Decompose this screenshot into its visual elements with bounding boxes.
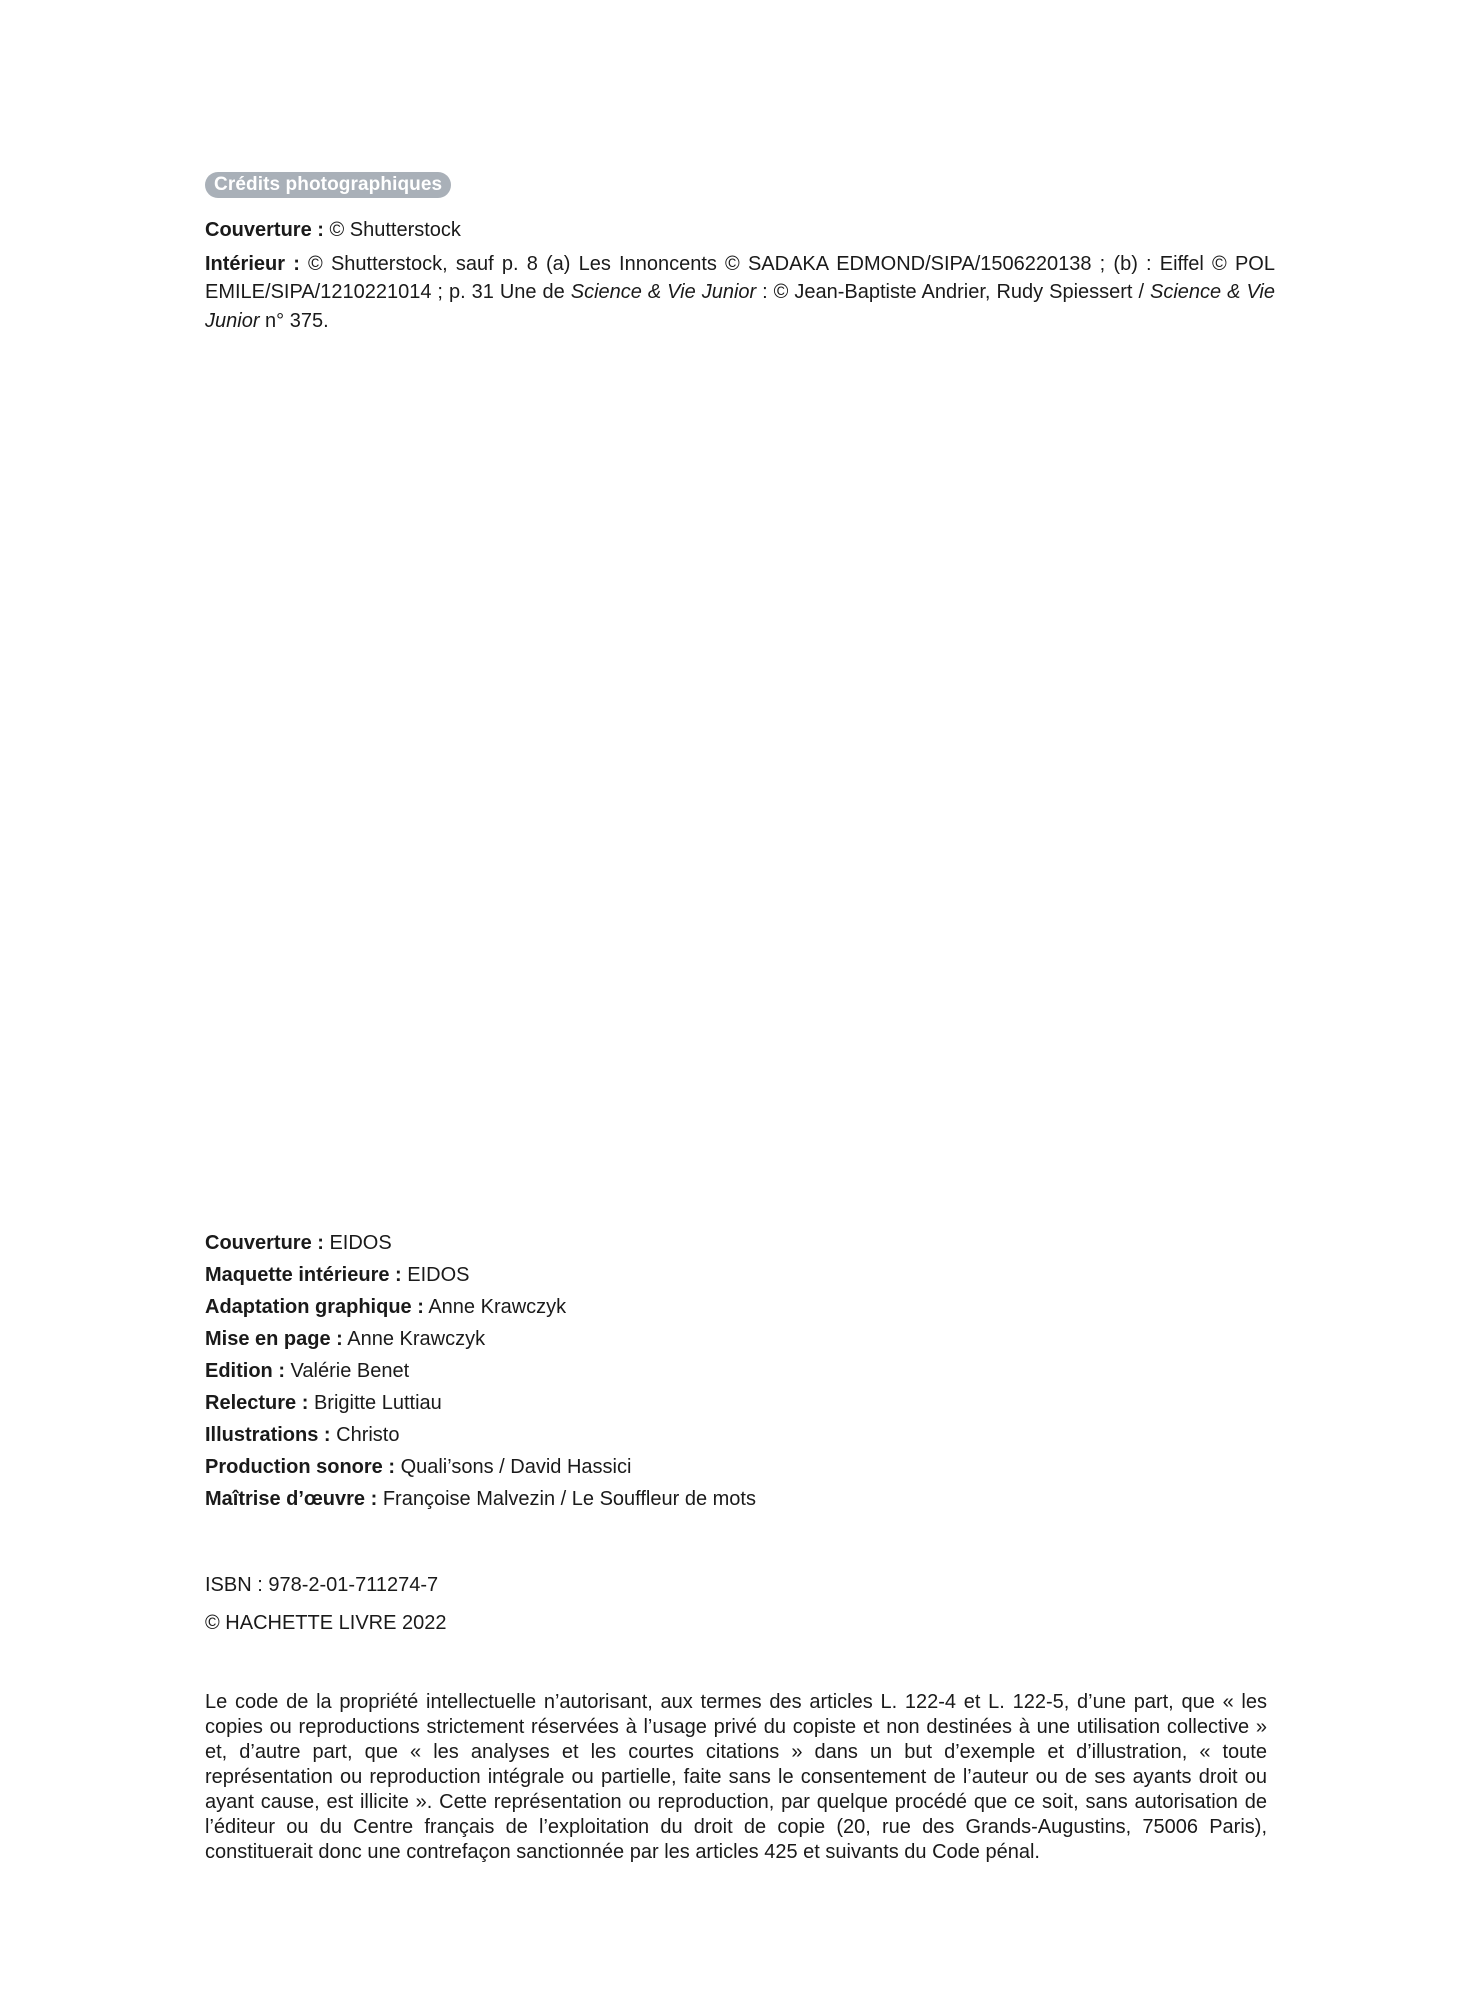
staff-credits-list xyxy=(205,1227,1275,1515)
staff-value: EIDOS xyxy=(329,1232,392,1254)
staff-label: Relecture : xyxy=(205,1392,309,1414)
staff-value: Anne Krawczyk xyxy=(428,1296,567,1318)
staff-row xyxy=(205,1323,1275,1355)
staff-value: Brigitte Luttiau xyxy=(313,1392,442,1414)
staff-label: Maquette intérieure : xyxy=(205,1264,402,1286)
staff-value: Valérie Benet xyxy=(290,1360,410,1382)
staff-row xyxy=(205,1259,1275,1291)
staff-label: Couverture : xyxy=(205,1232,324,1254)
photo-credits-body xyxy=(205,216,1275,335)
staff-label: Production sonore : xyxy=(205,1456,395,1478)
staff-row xyxy=(205,1387,1275,1419)
interior-credit-label: Intérieur : xyxy=(205,252,300,275)
staff-row xyxy=(205,1483,1275,1515)
photo-credits-badge: Crédits photographiques xyxy=(205,172,451,198)
staff-value: Anne Krawczyk xyxy=(347,1328,486,1350)
interior-credit-italic-2: Science & Vie Junior xyxy=(205,281,1275,332)
staff-row xyxy=(205,1291,1275,1323)
staff-row xyxy=(205,1227,1275,1259)
interior-credit xyxy=(205,250,1275,336)
staff-value: Christo xyxy=(336,1424,400,1446)
staff-row xyxy=(205,1355,1275,1387)
staff-label: Edition : xyxy=(205,1360,285,1382)
staff-value: Quali’sons / David Hassici xyxy=(400,1456,632,1478)
staff-label: Maîtrise d’œuvre : xyxy=(205,1488,378,1510)
cover-credit xyxy=(205,216,1275,245)
cover-credit-label: Couverture : xyxy=(205,219,324,241)
staff-value: EIDOS xyxy=(407,1264,470,1286)
staff-label: Mise en page : xyxy=(205,1328,343,1350)
staff-row xyxy=(205,1451,1275,1483)
photo-credits-section xyxy=(205,172,1275,335)
isbn: ISBN : 978-2-01-711274-7 xyxy=(205,1574,439,1596)
interior-credit-italic-1: Science & Vie Junior xyxy=(570,281,757,303)
publication-info xyxy=(205,1566,446,1642)
interior-credit-text-1: © Shutterstock, sauf p. 8 (a) Les Innoncents © SADAKA EDMOND/SIPA/1506220138 ; (b) : Eiffel © POL EMILE/SIPA/1210221014 ; p. 31 Une de xyxy=(205,252,1275,303)
staff-label: Adaptation graphique : xyxy=(205,1296,424,1318)
staff-row xyxy=(205,1419,1275,1451)
staff-value: Françoise Malvezin / Le Souffleur de mots xyxy=(382,1488,756,1510)
legal-notice: Le code de la propriété intellectuelle n’autorisant, aux termes des articles L. 122-4 et L. 122-5, d’une part, que « les copies ou reproductions strictement réservées à l’usage privé du copiste et non destinées à une utilisation collective » et, d’autre part, que « les analyses et les courtes citations » dans un but d’exemple et d’illustration, « toute représentation ou reproduction intégrale ou partielle, faite sans le consentement de l’auteur ou de ses ayants droit ou ayant cause, est illicite ». Cette représentation ou reproduction, par quelque procédé que ce soit, sans autorisation de l’éditeur ou du Centre français de l’exploitation du droit de copie (20, rue des Grands-Augustins, 75006 Paris), constituerait donc une contrefaçon sanctionnée par les articles 425 et suivants du Code pénal. xyxy=(205,1691,1267,1863)
cover-credit-value: © Shutterstock xyxy=(329,219,461,241)
interior-credit-text-2: : © Jean-Baptiste Andrier, Rudy Spiessert / xyxy=(756,281,1150,303)
staff-label: Illustrations : xyxy=(205,1424,331,1446)
copyright: © HACHETTE LIVRE 2022 xyxy=(205,1612,447,1634)
interior-credit-text-3: n° 375. xyxy=(259,309,329,332)
